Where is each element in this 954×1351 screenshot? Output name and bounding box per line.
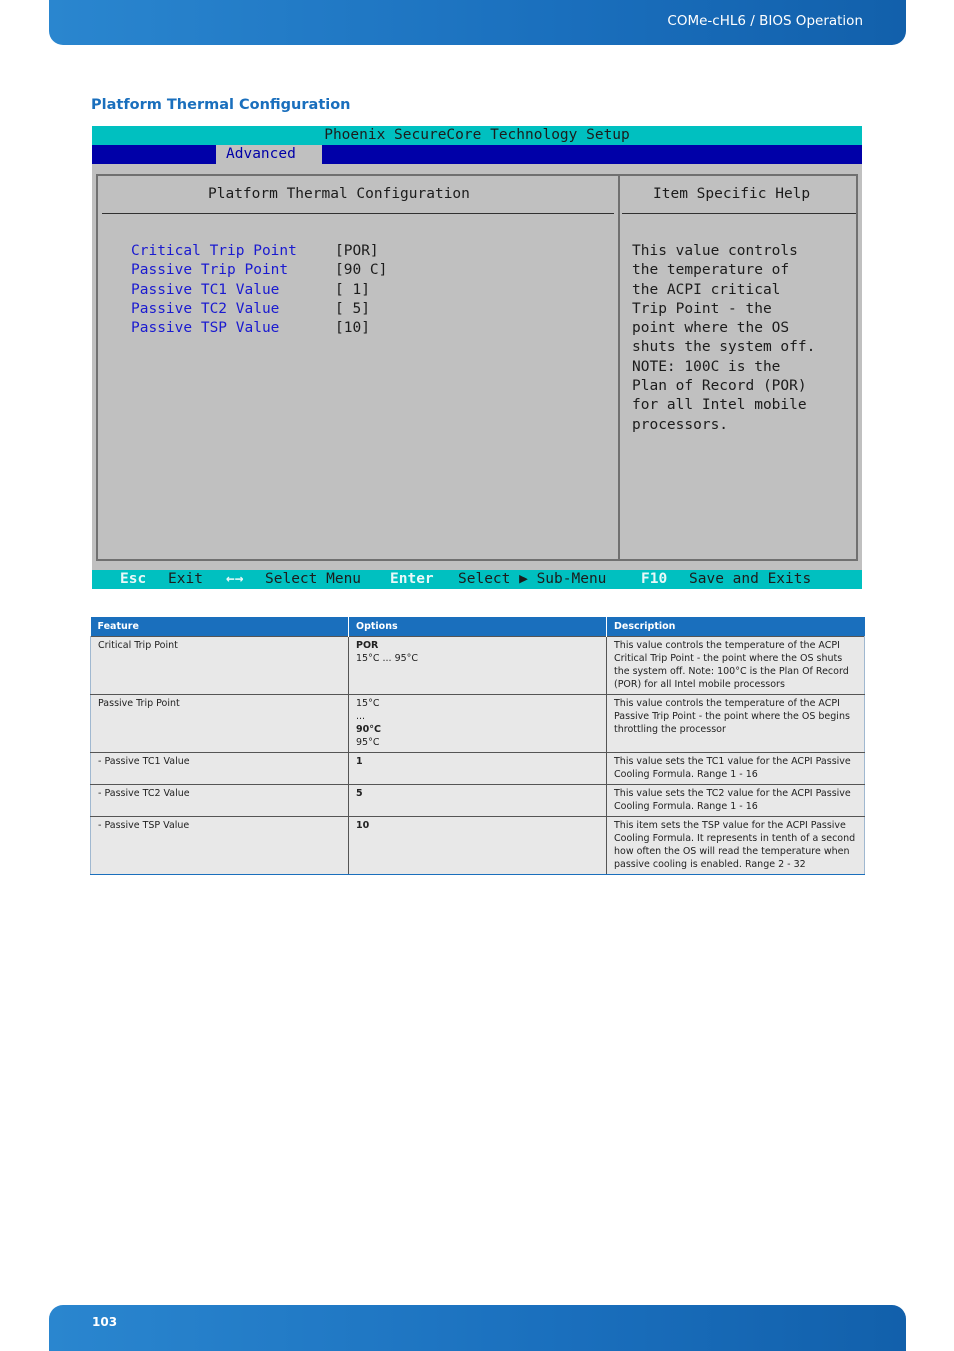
feature-cell: - Passive TC1 Value	[91, 753, 349, 785]
key-enter: Enter	[390, 571, 434, 587]
bios-setting-passive-tc2[interactable]	[131, 300, 387, 319]
bios-help-text	[632, 242, 852, 435]
table-row	[91, 637, 865, 695]
description-cell: This value sets the TC1 value for the ACPI Passive Cooling Formula. Range 1 - 16	[607, 753, 865, 785]
bios-setting-passive-tsp[interactable]	[131, 319, 387, 338]
bios-heading-rule	[622, 213, 856, 214]
help-line: shuts the system off.	[632, 339, 816, 356]
column-header-options: Options	[349, 617, 607, 637]
option-default: 90°C	[356, 724, 381, 735]
bios-screenshot	[92, 126, 862, 589]
key-f10-desc: Save and Exits	[689, 571, 812, 587]
setting-label: Passive TC1 Value	[131, 281, 280, 298]
table-row	[91, 785, 865, 817]
help-line: Plan of Record (POR)	[632, 378, 807, 395]
options-cell	[349, 753, 607, 785]
bios-setting-critical-trip-point[interactable]	[131, 242, 387, 261]
setting-value[interactable]: [POR]	[335, 243, 379, 259]
key-arrows-desc: Select Menu	[265, 571, 362, 587]
key-esc-desc: Exit	[168, 571, 203, 587]
bios-panel	[96, 174, 858, 561]
setting-value[interactable]: [10]	[335, 320, 370, 337]
option-default: POR	[356, 640, 379, 651]
setting-value[interactable]: [ 5]	[335, 300, 370, 317]
feature-cell: - Passive TSP Value	[91, 817, 349, 875]
bios-heading-rule	[102, 213, 614, 214]
key-f10: F10	[641, 571, 668, 587]
page-footer	[49, 1305, 906, 1351]
option-value: 15°C	[356, 698, 380, 709]
setting-label: Passive Trip Point	[131, 262, 289, 279]
setting-label: Critical Trip Point	[131, 243, 297, 259]
setting-value[interactable]: [ 1]	[335, 281, 370, 298]
table-header-row	[91, 617, 865, 637]
document-title: COMe-cHL6 / BIOS Operation	[667, 13, 863, 29]
setting-label: Passive TC2 Value	[131, 300, 280, 317]
help-line: the temperature of	[632, 262, 790, 279]
bios-title-bar: Phoenix SecureCore Technology Setup	[92, 126, 862, 145]
option-value: 15°C ... 95°C	[356, 653, 419, 664]
description-cell: This value controls the temperature of the ACPI Passive Trip Point - the point where the OS begins throttling the processor	[607, 695, 865, 753]
help-line: point where the OS	[632, 320, 790, 337]
options-cell	[349, 695, 607, 753]
section-title: Platform Thermal Configuration	[91, 97, 351, 113]
column-header-feature: Feature	[91, 617, 349, 637]
bios-help-heading: Item Specific Help	[653, 186, 811, 202]
feature-cell: Passive Trip Point	[91, 695, 349, 753]
bios-status-bar	[92, 570, 862, 589]
bios-setting-passive-tc1[interactable]	[131, 281, 387, 300]
options-cell	[349, 817, 607, 875]
column-header-description: Description	[607, 617, 865, 637]
help-line: processors.	[632, 416, 729, 433]
help-line: Trip Point - the	[632, 300, 772, 317]
setting-label: Passive TSP Value	[131, 320, 280, 337]
description-cell: This item sets the TSP value for the ACPI Passive Cooling Formula. It represents in tenth of a second how often the OS will read the temperature when passive cooling is enabled. Range 2 - 32	[607, 817, 865, 875]
help-line: This value controls	[632, 243, 798, 259]
table-row	[91, 817, 865, 875]
feature-table	[90, 617, 865, 875]
option-value: ...	[356, 711, 366, 722]
option-default: 10	[356, 820, 370, 831]
option-default: 1	[356, 756, 363, 767]
page-header	[49, 0, 906, 45]
options-cell	[349, 637, 607, 695]
help-line: for all Intel mobile	[632, 397, 807, 414]
description-cell: This value controls the temperature of the ACPI Critical Trip Point - the point where the OS shuts the system off. Note: 100°C is the Plan Of Record (POR) for all Intel mobile processors	[607, 637, 865, 695]
arrows-icon: ←→	[226, 571, 244, 587]
setting-value[interactable]: [90 C]	[335, 262, 388, 279]
description-cell: This value sets the TC2 value for the ACPI Passive Cooling Formula. Range 1 - 16	[607, 785, 865, 817]
table-row	[91, 695, 865, 753]
help-line: the ACPI critical	[632, 281, 781, 298]
option-default: 5	[356, 788, 363, 799]
bios-setting-passive-trip-point[interactable]	[131, 261, 387, 280]
option-value: 95°C	[356, 737, 380, 748]
bios-menu-bar	[92, 145, 862, 164]
tab-advanced[interactable]: Advanced	[216, 145, 322, 164]
feature-cell: - Passive TC2 Value	[91, 785, 349, 817]
bios-panel-divider	[618, 176, 620, 559]
bios-settings-list	[131, 242, 387, 338]
help-line: NOTE: 100C is the	[632, 358, 781, 375]
options-cell	[349, 785, 607, 817]
page-number: 103	[92, 1315, 118, 1329]
bios-menu-heading: Platform Thermal Configuration	[208, 186, 470, 202]
key-esc: Esc	[120, 571, 147, 587]
table-row	[91, 753, 865, 785]
key-enter-desc: Select ▶ Sub-Menu	[458, 571, 607, 587]
feature-cell: Critical Trip Point	[91, 637, 349, 695]
